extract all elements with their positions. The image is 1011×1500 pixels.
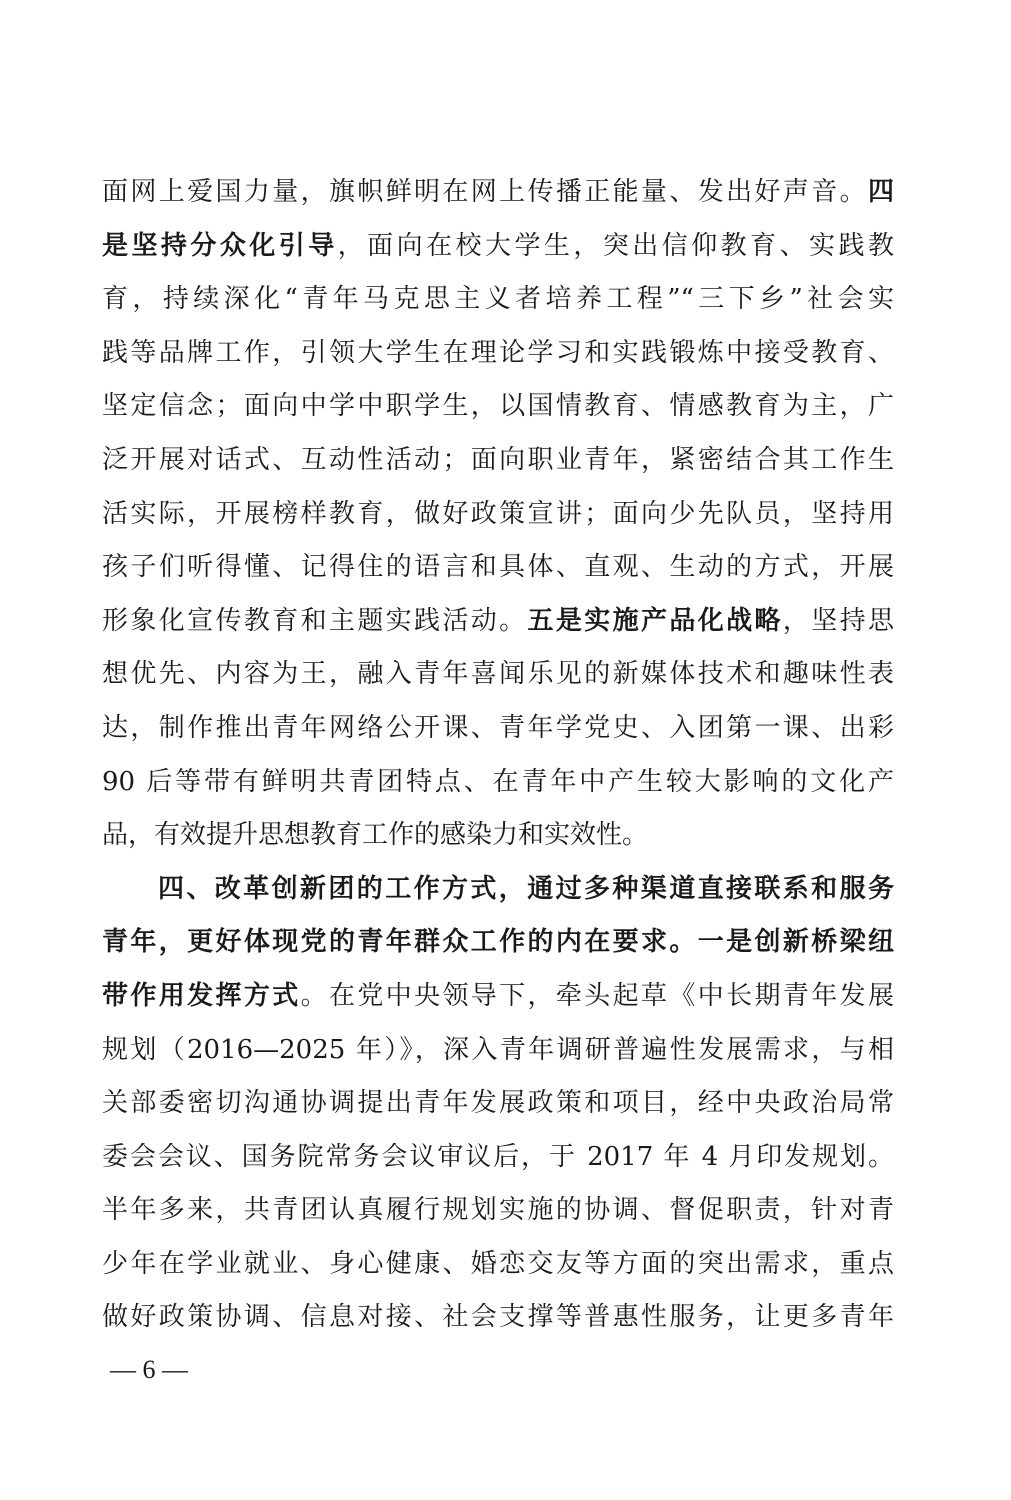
text-segment: 关部委密切沟通协调提出青年发展政策和项目，经中央政治局常 xyxy=(102,1088,894,1119)
text-line xyxy=(102,488,894,542)
text-line xyxy=(102,970,894,1024)
text-segment: 。在党中央领导下，牵头起草《中长期青年发展 xyxy=(300,980,894,1011)
text-line xyxy=(102,863,894,917)
text-line xyxy=(102,756,894,810)
text-segment: 践等品牌工作，引领大学生在理论学习和实践锻炼中接受教育、 xyxy=(102,337,894,368)
bold-text-segment: 青年，更好体现党的青年群众工作的内在要求。 xyxy=(102,927,698,958)
text-line xyxy=(102,1291,894,1345)
text-segment: 想优先、内容为王，融入青年喜闻乐见的新媒体技术和趣味性表 xyxy=(102,659,894,690)
text-line xyxy=(102,220,894,274)
text-segment: 泛开展对话式、互动性活动；面向职业青年，紧密结合其工作生 xyxy=(102,444,894,475)
text-line xyxy=(102,809,894,863)
text-segment: 坚定信念；面向中学中职学生，以国情教育、情感教育为主，广 xyxy=(102,391,894,422)
text-line xyxy=(102,1131,894,1185)
bold-text-segment: 五是实施产品化战略 xyxy=(527,605,783,636)
bold-text-segment: 是坚持分众化引导 xyxy=(102,230,338,261)
text-line xyxy=(102,434,894,488)
text-segment: 孩子们听得懂、记得住的语言和具体、直观、生动的方式，开展 xyxy=(102,552,894,583)
text-segment: 委会会议、国务院常务会议审议后，于 2017 年 4 月印发规划。 xyxy=(102,1141,894,1172)
text-segment: 面网上爱国力量，旗帜鲜明在网上传播正能量、发出好声音。 xyxy=(102,177,868,207)
bold-text-segment: 带作用发挥方式 xyxy=(102,980,301,1011)
text-line xyxy=(102,541,894,595)
text-line xyxy=(102,595,894,649)
body-text xyxy=(102,166,894,1345)
text-segment: ，面向在校大学生，突出信仰教育、实践教 xyxy=(337,230,894,261)
text-line xyxy=(102,1024,894,1078)
text-line xyxy=(102,916,894,970)
text-line xyxy=(102,166,894,220)
text-line xyxy=(102,1184,894,1238)
text-line xyxy=(102,1238,894,1292)
text-line xyxy=(102,1077,894,1131)
bold-text-segment: 四 xyxy=(867,177,894,207)
text-line xyxy=(102,327,894,381)
text-segment: ，坚持思 xyxy=(782,605,894,636)
text-line xyxy=(102,648,894,702)
page-number: — 6 — xyxy=(110,1355,188,1384)
text-line xyxy=(102,702,894,756)
text-segment: 活实际，开展榜样教育，做好政策宣讲；面向少先队员，坚持用 xyxy=(102,498,894,529)
text-segment: 做好政策协调、信息对接、社会支撑等普惠性服务，让更多青年 xyxy=(102,1302,894,1333)
text-segment: 品，有效提升思想教育工作的感染力和实效性。 xyxy=(102,820,649,851)
text-segment: 90 后等带有鲜明共青团特点、在青年中产生较大影响的文化产 xyxy=(102,766,894,797)
text-segment: 少年在学业就业、身心健康、婚恋交友等方面的突出需求，重点 xyxy=(102,1248,894,1279)
text-segment: 形象化宣传教育和主题实践活动。 xyxy=(102,605,528,636)
bold-text-segment: 一是创新桥梁纽 xyxy=(697,927,894,958)
bold-text-segment: 四、改革创新团的工作方式，通过多种渠道直接联系和服务 xyxy=(158,873,894,904)
text-line xyxy=(102,380,894,434)
text-line xyxy=(102,273,894,327)
text-segment: 规划（2016—2025 年）》，深入青年调研普遍性发展需求，与相 xyxy=(102,1034,894,1065)
text-segment: 半年多来，共青团认真履行规划实施的协调、督促职责，针对青 xyxy=(102,1195,894,1226)
text-segment: 达，制作推出青年网络公开课、青年学党史、入团第一课、出彩 xyxy=(102,712,894,743)
text-segment: 育，持续深化“青年马克思主义者培养工程”“三下乡”社会实 xyxy=(102,284,894,315)
